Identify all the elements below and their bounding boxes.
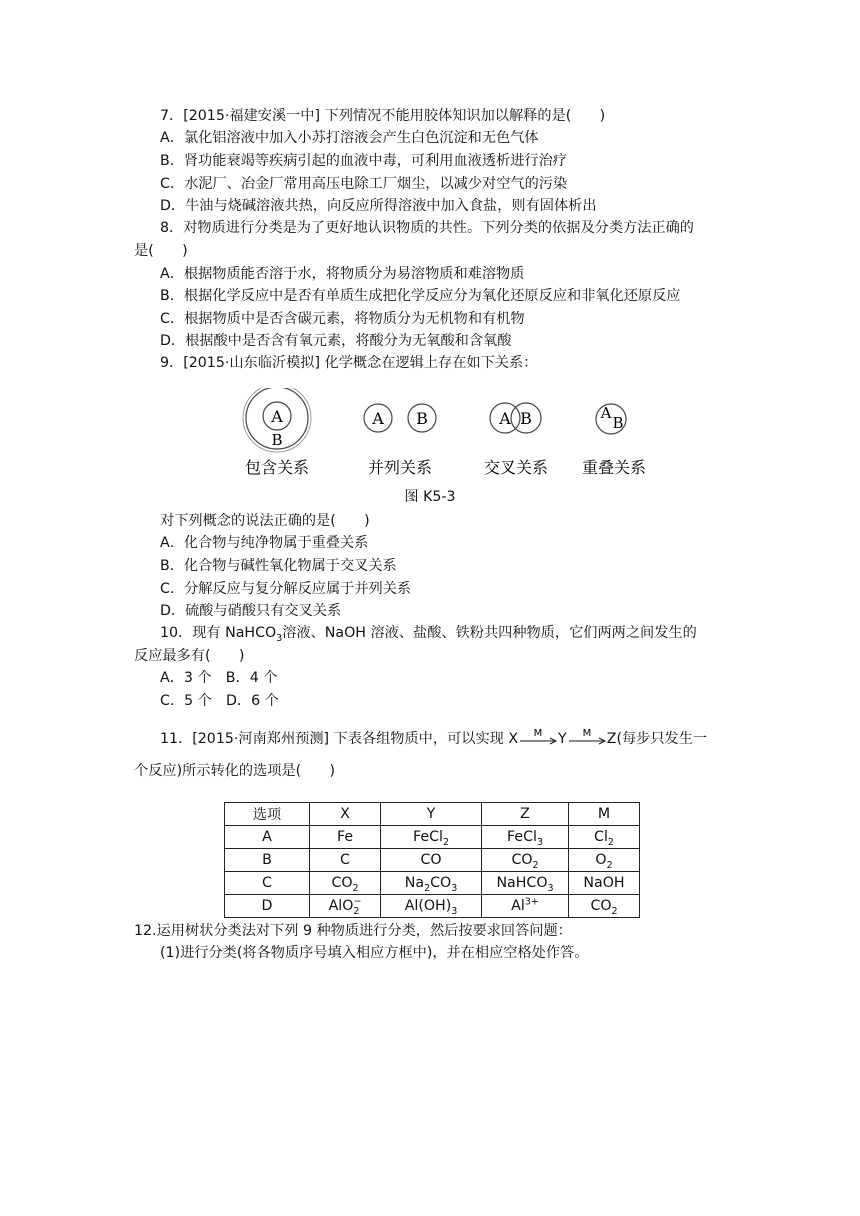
- q8-stem-line1: 8．对物质进行分类是为了更好地认识物质的共性。下列分类的依据及分类方法正确的: [160, 220, 694, 236]
- q7-option-c: C．水泥厂、冶金厂常用高压电除工厂烟尘，以减少对空气的污染: [160, 176, 568, 192]
- table-cell: $Al(OH)_3$: [381, 895, 482, 918]
- q9-option-d: D．硫酸与硝酸只有交叉关系: [160, 603, 342, 619]
- q7-option-d: D．牛油与烧碱溶液共热，向反应所得溶液中加入食盐，则有固体析出: [160, 198, 597, 214]
- table-cell: $Na_2CO_3$: [381, 872, 482, 895]
- table-cell: $Cl_2$: [569, 826, 640, 849]
- label-inclusion: 包含关系: [244, 458, 310, 477]
- q11-stem-line2: 个反应)所示转化的选项是( ): [134, 763, 336, 779]
- table-cell: AlO$_2$−: [310, 895, 381, 918]
- overlap-diagram: [596, 404, 626, 434]
- parallel-diagram: [364, 404, 436, 432]
- q10-subscript: 3: [276, 632, 283, 644]
- inclusion-label-a: A: [271, 407, 283, 426]
- table-cell: C: [310, 849, 381, 872]
- q8-stem-line2: 是( ): [134, 243, 188, 259]
- q9-sub-stem: 对下列概念的说法正确的是( ): [160, 513, 370, 529]
- q10-stem-line1: [160, 623, 697, 643]
- table-cell: B: [225, 849, 310, 872]
- table-header: 选项: [225, 803, 310, 826]
- q7-option-b: B．肾功能衰竭等疾病引起的血液中毒，可利用血液透析进行治疗: [160, 153, 567, 169]
- parallel-label-a: A: [372, 409, 384, 428]
- table-row: [225, 849, 640, 872]
- overlap-label-a: A: [600, 404, 612, 422]
- intersection-diagram: [490, 403, 541, 433]
- label-intersection: 交叉关系: [483, 458, 549, 477]
- table-header: Z: [482, 803, 569, 826]
- q8-option-a: A．根据物质能否溶于水，将物质分为易溶物质和难溶物质: [160, 266, 525, 282]
- table-cell: D: [225, 895, 310, 918]
- table-cell: Fe: [310, 826, 381, 849]
- q10-options-row1: A．3 个 B．4 个: [160, 670, 278, 686]
- table-header: M: [569, 803, 640, 826]
- table-cell: CO: [381, 849, 482, 872]
- q9-stem: 9．[2015·山东临沂模拟] 化学概念在逻辑上存在如下关系：: [160, 355, 538, 371]
- table-cell: $O_2$: [569, 849, 640, 872]
- q7-stem: 7．[2015·福建安溪一中] 下列情况不能用胶体知识加以解释的是( ): [160, 108, 606, 124]
- table-cell: NaOH: [569, 872, 640, 895]
- table-row: [225, 895, 640, 918]
- intersection-label-b: B: [520, 409, 532, 428]
- options-table: [224, 802, 640, 918]
- table-header: Y: [381, 803, 482, 826]
- table-header-row: [225, 803, 640, 826]
- arrow-label-m: M: [533, 729, 543, 739]
- q10-text-part1: 10．现有 NaHCO: [160, 625, 277, 641]
- q12-sub1: (1)进行分类(将各物质序号填入相应方框中)，并在相应空格处作答。: [160, 945, 589, 961]
- arrow-x-to-y: [518, 729, 558, 749]
- q11-y-symbol: Y: [558, 731, 567, 747]
- q11-stem-line1: [160, 729, 707, 749]
- q8-option-c: C．根据物质中是否含碳元素，将物质分为无机物和有机物: [160, 311, 525, 327]
- figure-caption: 图 K5-3: [404, 489, 456, 505]
- table-row: [225, 872, 640, 895]
- table-cell: A: [225, 826, 310, 849]
- table-cell: C: [225, 872, 310, 895]
- q8-option-b: B．根据化学反应中是否有单质生成把化学反应分为氧化还原反应和非氧化还原反应: [160, 288, 681, 304]
- arrow-y-to-z: [567, 729, 607, 749]
- table-header: X: [310, 803, 381, 826]
- table-cell: $Al^{3+}$: [482, 895, 569, 918]
- parallel-label-b: B: [416, 409, 428, 428]
- table-cell: FeCl$_3$: [482, 826, 569, 849]
- table-cell: $CO_2$: [482, 849, 569, 872]
- inclusion-diagram: [243, 388, 311, 452]
- inclusion-label-b: B: [271, 431, 283, 449]
- q10-options-row2: C．5 个 D．6 个: [160, 693, 279, 709]
- intersection-label-a: A: [499, 409, 511, 428]
- relation-diagram: [225, 388, 665, 480]
- table-cell: NaHCO$_3$: [482, 872, 569, 895]
- table-cell: $CO_2$: [569, 895, 640, 918]
- q11-text-part2: Z(每步只发生一: [606, 731, 708, 747]
- table-cell: FeCl$_2$: [381, 826, 482, 849]
- q7-option-a: A．氯化铝溶液中加入小苏打溶液会产生白色沉淀和无色气体: [160, 130, 539, 146]
- table-cell: $CO_2$: [310, 872, 381, 895]
- q9-option-c: C．分解反应与复分解反应属于并列关系: [160, 581, 412, 597]
- arrow-label-m-2: M: [582, 729, 592, 739]
- overlap-label-b: B: [612, 414, 624, 432]
- q10-text-part2: 溶液、NaOH 溶液、盐酸、铁粉共四种物质，它们两两之间发生的: [282, 625, 697, 641]
- label-parallel: 并列关系: [367, 458, 433, 477]
- q9-option-a: A．化合物与纯净物属于重叠关系: [160, 535, 369, 551]
- q12-stem: 12.运用树状分类法对下列 9 种物质进行分类，然后按要求回答问题：: [134, 923, 572, 939]
- q9-option-b: B．化合物与碱性氧化物属于交叉关系: [160, 558, 397, 574]
- label-overlap: 重叠关系: [581, 458, 647, 477]
- q11-text-part1: 11．[2015·河南郑州预测] 下表各组物质中，可以实现 X: [160, 731, 519, 747]
- q10-stem-line2: 反应最多有( ): [134, 648, 245, 664]
- q8-option-d: D．根据酸中是否含有氧元素，将酸分为无氧酸和含氧酸: [160, 333, 512, 349]
- table-row: [225, 826, 640, 849]
